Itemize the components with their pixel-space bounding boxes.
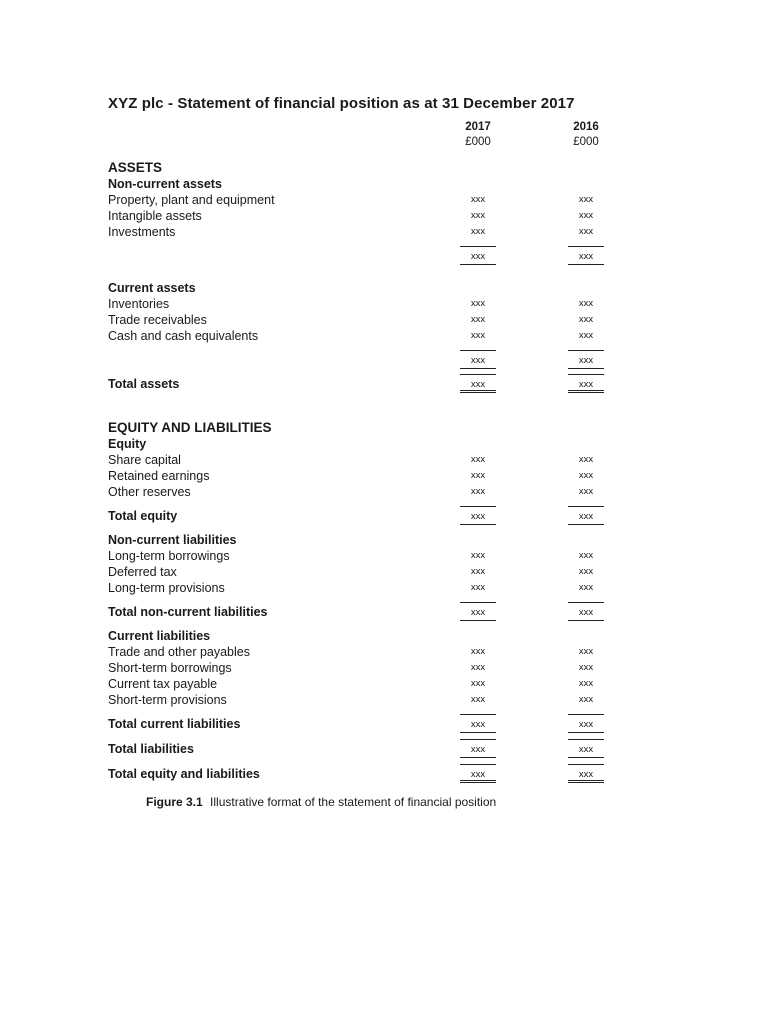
statement-document	[108, 94, 608, 782]
value-2017: xxx	[460, 739, 496, 758]
value-2016: xxx	[568, 350, 604, 369]
value-2017: xxx	[470, 454, 486, 465]
column-unit: £000	[573, 136, 599, 148]
value-2017: xxx	[460, 714, 496, 733]
value-2016: xxx	[578, 298, 594, 309]
row-label: ASSETS	[108, 160, 163, 175]
line-item-row	[108, 564, 608, 580]
row-label: Cash and cash equivalents	[108, 329, 259, 343]
value-2016: xxx	[578, 550, 594, 561]
row-label: EQUITY AND LIABILITIES	[108, 420, 272, 435]
column-year: 2017	[465, 121, 491, 133]
row-label: Long-term borrowings	[108, 549, 230, 563]
value-2017: xxx	[470, 330, 486, 341]
row-label: Current assets	[108, 281, 196, 295]
row-label: Non-current liabilities	[108, 533, 237, 547]
row-label: Trade receivables	[108, 313, 207, 327]
value-2016: xxx	[578, 210, 594, 221]
subsection-heading-row	[108, 628, 608, 644]
value-2017: xxx	[460, 246, 496, 265]
statement-rows	[108, 160, 608, 782]
value-2017: xxx	[470, 314, 486, 325]
figure-caption	[146, 795, 496, 809]
subsection-heading-row	[108, 280, 608, 296]
statement-title: XYZ plc - Statement of financial position as at 31 December 2017	[108, 95, 575, 112]
row-label: Total equity	[108, 509, 178, 523]
row-label: Total non-current liabilities	[108, 605, 268, 619]
line-item-row	[108, 644, 608, 660]
value-2016: xxx	[578, 194, 594, 205]
value-2016: xxx	[568, 739, 604, 758]
column-header-2017	[458, 120, 498, 150]
line-item-row	[108, 692, 608, 708]
value-2016: xxx	[578, 226, 594, 237]
row-label: Share capital	[108, 453, 181, 467]
subsection-heading-row	[108, 532, 608, 548]
row-label: Trade and other payables	[108, 645, 250, 659]
row-label: Current tax payable	[108, 677, 218, 691]
row-label: Total current liabilities	[108, 717, 241, 731]
line-item-row	[108, 676, 608, 692]
value-2016: xxx	[578, 646, 594, 657]
row-label: Equity	[108, 437, 147, 451]
value-2016: xxx	[578, 486, 594, 497]
value-2016: xxx	[578, 662, 594, 673]
value-2017: xxx	[460, 374, 496, 393]
row-label: Non-current assets	[108, 177, 222, 191]
value-2016: xxx	[568, 714, 604, 733]
value-2016: xxx	[568, 506, 604, 525]
value-2017: xxx	[460, 602, 496, 621]
column-header-2016	[566, 120, 606, 150]
value-2017: xxx	[470, 486, 486, 497]
value-2016: xxx	[578, 454, 594, 465]
line-item-row	[108, 484, 608, 500]
subsection-heading-row	[108, 436, 608, 452]
value-2017: xxx	[470, 470, 486, 481]
value-2017: xxx	[470, 194, 486, 205]
line-item-row	[108, 468, 608, 484]
value-2016: xxx	[568, 374, 604, 393]
total-row	[108, 716, 608, 732]
value-2016: xxx	[578, 566, 594, 577]
row-label: Retained earnings	[108, 469, 210, 483]
line-item-row	[108, 660, 608, 676]
value-2016: xxx	[578, 678, 594, 689]
row-label: Short-term provisions	[108, 693, 227, 707]
value-2016: xxx	[568, 764, 604, 783]
line-item-row	[108, 452, 608, 468]
column-header-row	[108, 120, 608, 152]
total-row	[108, 248, 608, 264]
value-2017: xxx	[470, 226, 486, 237]
section-heading-row	[108, 160, 608, 176]
row-label: Other reserves	[108, 485, 191, 499]
line-item-row	[108, 192, 608, 208]
line-item-row	[108, 580, 608, 596]
total-row	[108, 766, 608, 782]
value-2017: xxx	[470, 566, 486, 577]
value-2016: xxx	[578, 582, 594, 593]
row-label: Property, plant and equipment	[108, 193, 275, 207]
row-label: Total assets	[108, 377, 180, 391]
line-item-row	[108, 296, 608, 312]
line-item-row	[108, 312, 608, 328]
section-heading-row	[108, 420, 608, 436]
figure-caption-text: Illustrative format of the statement of financial position	[210, 795, 497, 809]
column-unit: £000	[465, 136, 491, 148]
value-2017: xxx	[470, 582, 486, 593]
total-row	[108, 604, 608, 620]
row-label: Total equity and liabilities	[108, 767, 260, 781]
line-item-row	[108, 328, 608, 344]
value-2017: xxx	[470, 662, 486, 673]
value-2017: xxx	[470, 694, 486, 705]
value-2016: xxx	[568, 246, 604, 265]
value-2017: xxx	[470, 646, 486, 657]
total-row	[108, 741, 608, 757]
subsection-heading-row	[108, 176, 608, 192]
value-2017: xxx	[460, 506, 496, 525]
value-2016: xxx	[578, 314, 594, 325]
total-row	[108, 352, 608, 368]
value-2017: xxx	[470, 550, 486, 561]
row-label: Current liabilities	[108, 629, 211, 643]
value-2017: xxx	[470, 678, 486, 689]
row-label: Intangible assets	[108, 209, 202, 223]
total-row	[108, 508, 608, 524]
row-label: Inventories	[108, 297, 170, 311]
value-2017: xxx	[470, 298, 486, 309]
value-2016: xxx	[578, 330, 594, 341]
row-label: Short-term borrowings	[108, 661, 232, 675]
line-item-row	[108, 224, 608, 240]
row-label: Long-term provisions	[108, 581, 225, 595]
row-label: Deferred tax	[108, 565, 177, 579]
value-2017: xxx	[460, 350, 496, 369]
value-2016: xxx	[578, 470, 594, 481]
value-2017: xxx	[460, 764, 496, 783]
column-year: 2016	[573, 121, 599, 133]
row-label: Total liabilities	[108, 742, 194, 756]
line-item-row	[108, 548, 608, 564]
figure-label: Figure 3.1	[146, 795, 203, 809]
value-2017: xxx	[470, 210, 486, 221]
line-item-row	[108, 208, 608, 224]
value-2016: xxx	[568, 602, 604, 621]
total-row	[108, 376, 608, 392]
row-label: Investments	[108, 225, 176, 239]
value-2016: xxx	[578, 694, 594, 705]
